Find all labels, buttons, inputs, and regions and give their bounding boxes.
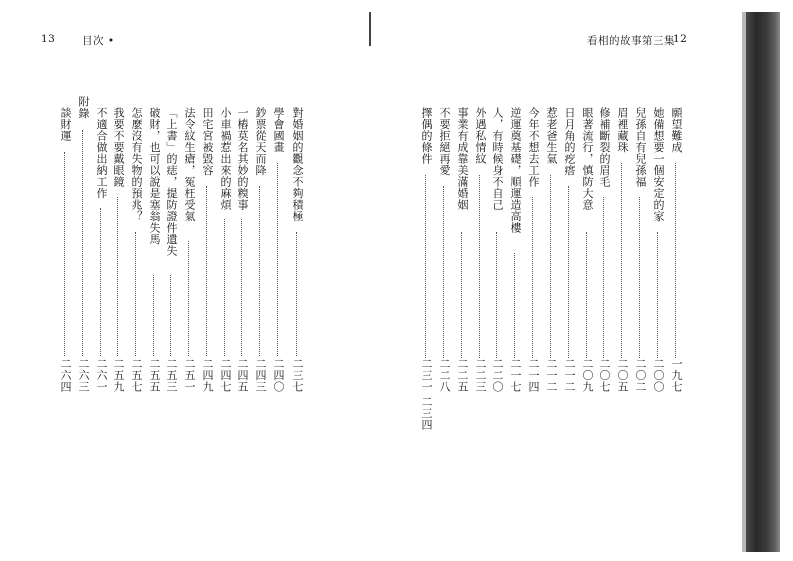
toc-page-number: 二三七 (291, 358, 304, 393)
toc-entry: 一樁莫名其妙的糗事 (236, 107, 249, 211)
toc-entry: 今年不想去工作 (527, 107, 540, 188)
dot-leader (550, 175, 551, 358)
toc-page-number: 二〇二 (634, 358, 647, 393)
dot-leader (514, 253, 515, 358)
toc-page-number: 二四七 (219, 358, 232, 393)
toc-entry: 日月角的疙瘩 (563, 107, 576, 176)
toc-entry: 不適合做出納工作 (95, 107, 108, 199)
toc-entry: 願望難成 (670, 107, 683, 153)
toc-entry: 我要不要戴眼鏡 (112, 107, 125, 188)
toc-page-number: 二五一 (183, 358, 196, 393)
dot-leader (603, 197, 604, 358)
toc-entry: 惹老爸生氣 (545, 107, 558, 165)
toc-entry: 眉裡藏珠 (616, 107, 629, 153)
toc-page-number: 二〇〇 (652, 358, 665, 393)
toc-page-number: 二二八 (438, 358, 451, 393)
toc-entry: 事業有成靠美滿婚姻 (456, 107, 469, 211)
toc-entry: 附錄 (77, 96, 90, 119)
toc-page-number: 二一七 (509, 358, 522, 393)
toc-entry: 人，有時候身不自己 (491, 107, 504, 211)
dot-leader (461, 232, 462, 358)
dot-leader (568, 186, 569, 358)
toc-entry: 對婚姻的觀念不夠積極 (291, 107, 304, 222)
toc-entry: 破財，也可以說是塞翁失馬 (148, 107, 161, 245)
toc-page-number: 二〇九 (581, 358, 594, 393)
toc-page-number: 二六四 (59, 358, 72, 393)
toc-entry: 小車禍惹出來的麻煩 (219, 107, 232, 211)
toc-entry: 談財運 (59, 107, 72, 142)
toc-page-number: 二六一 (95, 358, 108, 393)
dot-leader (479, 175, 480, 358)
toc-page-number: 二五七 (130, 358, 143, 393)
dot-leader (657, 232, 658, 358)
dot-leader (675, 163, 676, 358)
dot-leader (425, 175, 426, 358)
right-running-head: 看相的故事第三集 (587, 35, 675, 47)
toc-page-number: 二四九 (201, 358, 214, 393)
toc-entry: 擇偶的條件 (420, 107, 433, 165)
toc-page-number: 二一四 (527, 358, 540, 393)
dot-leader (586, 232, 587, 358)
dot-leader (532, 197, 533, 358)
dot-leader (443, 186, 444, 358)
toc-entry: 修補斷裂的眉毛 (598, 107, 611, 188)
dot-leader (496, 232, 497, 358)
toc-page-number: 一九七 (670, 358, 683, 393)
toc-entry: 法令紋生瘡，冤枉受氣 (183, 107, 196, 222)
toc-entry: 她備想要一個安定的家 (652, 107, 665, 222)
toc-page-number: 二五三 (165, 358, 178, 393)
right-page-number: 12 (673, 33, 688, 45)
toc-entry: 怎麼沒有失物的預兆？ (130, 107, 143, 222)
toc-page-number: 二一二 (545, 358, 558, 393)
toc-entry: 田宅宮被毀容 (201, 107, 214, 176)
toc-page-number: 二二五 (456, 358, 469, 393)
toc-page-number: 二四五 (236, 358, 249, 393)
toc-page-number: 二六三 (77, 358, 90, 393)
toc-page-number: 二一二 (563, 358, 576, 393)
toc-entry: 不要拒絕再愛 (438, 107, 451, 176)
scan-edge (746, 12, 780, 552)
toc-page-number: 二〇五 (616, 358, 629, 393)
toc-page-number: 二三一 (420, 358, 433, 393)
dot-leader (639, 197, 640, 358)
toc-page-number: 二二〇 (491, 358, 504, 393)
toc-entry: 逆運奠基礎，順運造高樓 (509, 107, 522, 234)
toc-entry: 外遇私情紋 (474, 107, 487, 165)
left-page-number: 13 (41, 33, 56, 45)
toc-entry: 眼著流行，慎防大意 (581, 107, 594, 211)
toc-page-number: 二五九 (112, 358, 125, 393)
toc-page-number: 二〇七 (598, 358, 611, 393)
toc-page-number: 二五五 (148, 358, 161, 393)
left-running-head: 目次 • (82, 35, 115, 47)
toc-page-number: 二四三 (254, 358, 267, 393)
toc-entry: 學會國畫 (272, 107, 285, 153)
toc-page-number: 二四〇 (272, 358, 285, 393)
dot-leader (621, 163, 622, 358)
toc-entry: 「上書」的痣，提防證件遺失 (165, 107, 178, 257)
toc-entry: 鈔票從天而降 (254, 107, 267, 176)
toc-entry: 兒孫自有兒孫福 (634, 107, 647, 188)
toc-page-number: 二三四 (420, 396, 433, 431)
toc-page-number: 二二三 (474, 358, 487, 393)
